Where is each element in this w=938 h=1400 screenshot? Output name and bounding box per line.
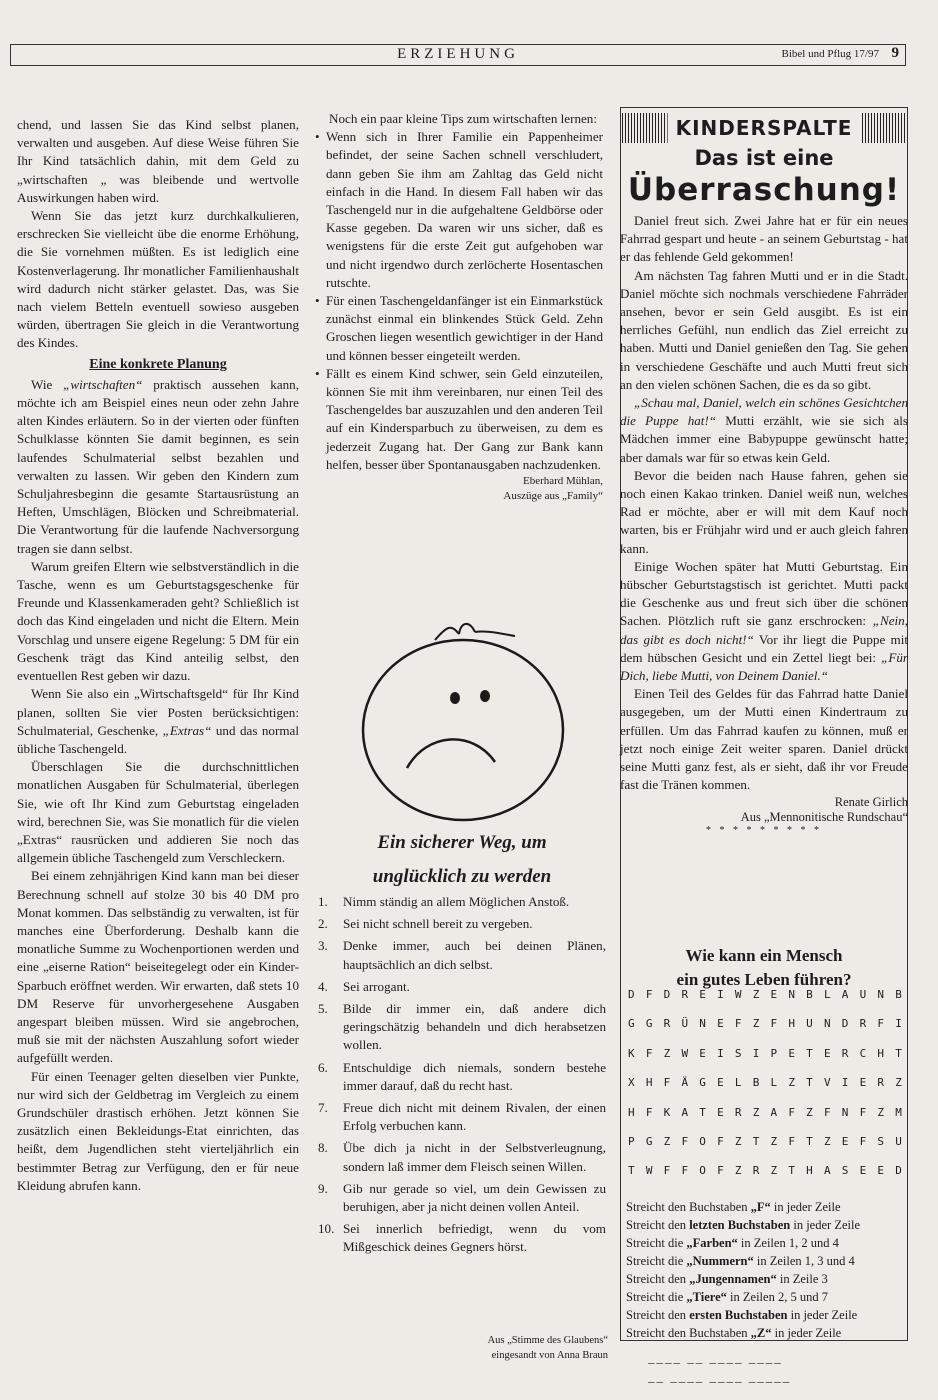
separator-stars: * * * * * * * * * [706, 824, 822, 836]
grid-letter: F [663, 1164, 671, 1178]
grid-letter: A [823, 1164, 831, 1178]
grid-letter: F [681, 1164, 689, 1178]
grid-letter: G [699, 1076, 706, 1090]
grid-letter: F [859, 1105, 867, 1119]
rule-item: 8. Übe dich ja nicht in der Selbstverleugnung, sondern laß immer dem Fleisch seinen Willen. [318, 1140, 606, 1174]
grid-letter: N [823, 1017, 831, 1031]
grid-letter: R [752, 1164, 760, 1178]
grid-letter: T [699, 1105, 706, 1119]
letter-grid [624, 988, 906, 1194]
grid-letter: W [645, 1164, 653, 1178]
grid-letter: D [663, 988, 671, 1001]
instruction-line: Streicht den letzten Buchstaben in jeder Zeile [626, 1218, 860, 1232]
paragraph: „Schau mal, Daniel, welch ein schönes Gesichtchen die Puppe hat!“ Mutti erzählt, wie sie sich als Mädchen immer eine Babypuppe gewünscht hatte; aber damals war für so etwas kein Geld. [620, 395, 908, 465]
article-source: Auszüge aus „Family“ [503, 490, 603, 503]
grid-letter: D [628, 988, 635, 1001]
rule-item: 6. Entschuldige dich niemals, sondern bestehe immer darauf, daß du recht hast. [318, 1059, 606, 1093]
grid-letter: D [841, 1017, 849, 1031]
grid-letter: T [806, 1134, 813, 1148]
grid-letter: Z [734, 1164, 742, 1178]
instruction-line: Streicht die „Nummern“ in Zeilen 1, 3 und 4 [626, 1254, 855, 1268]
grid-row [624, 1076, 906, 1105]
grid-letter: W [734, 988, 742, 1001]
rules-list [318, 893, 606, 1261]
grid-letter: Z [770, 1164, 778, 1178]
grid-letter: S [877, 1134, 884, 1148]
story-title-line-1: Das ist eine [694, 146, 834, 170]
grid-letter: Z [806, 1105, 813, 1119]
grid-letter: N [699, 1017, 706, 1031]
grid-letter: T [628, 1164, 635, 1178]
instruction-line: Streicht den „Jungennamen“ in Zeile 3 [626, 1272, 828, 1286]
paragraph: Bevor die beiden nach Hause fahren, gehen sie noch einen Kakao trinken. Daniel weiß nun, welches Rad er möchte, aber er will mit dem Kauf noch warten, bis er Frühjahr wird und er auch gleich fahren kann. [620, 467, 908, 556]
grid-letter: H [806, 1164, 813, 1178]
grid-letter: F [663, 1076, 671, 1090]
page-number: 9 [891, 45, 899, 61]
instruction-line: Streicht die „Farben“ in Zeilen 1, 2 und 4 [626, 1236, 839, 1250]
grid-letter: E [699, 1046, 706, 1060]
grid-letter: I [752, 1046, 760, 1060]
grid-letter: M [895, 1105, 902, 1119]
section-title: ERZIEHUNG [397, 46, 519, 62]
grid-letter: F [645, 1105, 653, 1119]
grid-letter: S [734, 1046, 742, 1060]
grid-letter: Z [770, 1134, 778, 1148]
grid-letter: P [770, 1046, 778, 1060]
grid-letter: E [699, 988, 706, 1001]
grid-letter: I [717, 988, 724, 1001]
grid-letter: F [734, 1017, 742, 1031]
grid-letter: R [681, 988, 689, 1001]
grid-letter: U [895, 1134, 902, 1148]
grid-letter: F [645, 1046, 653, 1060]
grid-letter: E [841, 1134, 849, 1148]
grid-letter: Z [734, 1134, 742, 1148]
grid-letter: E [717, 1105, 724, 1119]
instruction-line: Streicht den Buchstaben „F“ in jeder Zeile [626, 1200, 841, 1214]
grid-letter: F [717, 1134, 724, 1148]
grid-letter: T [895, 1046, 902, 1060]
answer-blanks: ____ __ ____ ____ __ ____ ____ _____ [648, 1350, 792, 1384]
grid-letter: L [734, 1076, 742, 1090]
grid-letter: H [788, 1017, 795, 1031]
grid-letter: R [859, 1017, 867, 1031]
grid-letter: U [806, 1017, 813, 1031]
grid-letter: G [628, 1017, 635, 1031]
grid-letter: F [645, 988, 653, 1001]
paragraph: Daniel freut sich. Zwei Jahre hat er für ein neues Fahrrad gespart und heute - an seinem Geburtstag - hat er das fehlende Geld gekommen! [620, 213, 908, 265]
grid-letter: Z [752, 1105, 760, 1119]
grid-letter: F [823, 1105, 831, 1119]
rule-item: 10. Sei innerlich befriedigt, wenn du vom Mißgeschick deines Gegners hörst. [318, 1221, 606, 1255]
rule-item: 9. Gib nur gerade so viel, um dein Gewissen zu beruhigen, aber ja nicht deinen vollen Anteil. [318, 1180, 606, 1215]
grid-letter: N [841, 1105, 849, 1119]
section-heading: Eine konkrete Planung [89, 356, 227, 372]
paragraph: Für einen Teenager gelten dieselben vier Punkte, nur wird sich der Geldbetrag im Vergleich zu einem Grundschüler drastisch erhöhen. Jetzt können Sie zusätzlich einen Bekleidungs-Etat einrichten, das heißt, dem Jugendlichen steht vierteljährlich ein bestimmter Betrag zur Verfügung, den er für neue Kleidung abrufen kann. [17, 1068, 299, 1193]
grid-letter: E [859, 1164, 867, 1178]
grid-letter: Z [663, 1046, 671, 1060]
grid-letter: X [628, 1076, 635, 1090]
paragraph: Warum greifen Eltern wie selbstverständlich in die Tasche, wenn es um Geburtstagsgeschenke für Freunde und Klassenkameraden geht? Schließlich ist doch das Kind eingeladen und nicht die Eltern. Mein Vorschlag und unsere eigene Regelung: 5 DM für ein Geschenk trägt das Kind anteilig selbst, den eventuellen Rest geben wir dazu. [17, 558, 299, 684]
grid-letter: G [645, 1017, 653, 1031]
grid-letter: E [823, 1046, 831, 1060]
story-author: Renate Girlich [834, 794, 908, 809]
grid-letter: Ä [681, 1076, 689, 1090]
grid-letter: F [859, 1134, 867, 1148]
sad-face-icon [335, 612, 595, 832]
article-column-2 [315, 110, 603, 504]
grid-letter: R [841, 1046, 849, 1060]
grid-letter: N [788, 988, 795, 1001]
grid-letter: S [841, 1164, 849, 1178]
grid-letter: E [788, 1046, 795, 1060]
paragraph: Überschlagen Sie die durchschnittlichen monatlichen Ausgaben für Schulmaterial, überlegen Sie, wie oft Ihr Kind zum Geburtstag eingeladen wird, berechnen Sie, was Sie monatlich für die vielen „Extras“ rausrücken und addieren Sie noch das allgemein übliche Taschengeld zum Verschleckern. [17, 759, 299, 866]
grid-letter: R [663, 1017, 671, 1031]
grid-letter: W [681, 1046, 689, 1060]
list-title: Ein sicherer Weg, um unglücklich zu werden [372, 832, 552, 887]
page-header [10, 44, 906, 66]
grid-letter: C [859, 1046, 867, 1060]
paragraph: Am nächsten Tag fahren Mutti und er in die Stadt. Daniel möchte sich nochmals verschiedene Fahrräder ansehen, bevor er sein Geld ausgibt. Es ist ein herrliches Gefühl, nun endlich das Ziel erreicht zu haben. Mutti und Daniel genießen den Tag. Sie gehen in verschiedene Geschäfte und auch Mutti freut sich an den vielen schönen Sachen, die es da so gibt. [620, 267, 908, 392]
grid-letter: F [681, 1134, 689, 1148]
grid-letter: F [788, 1105, 795, 1119]
tips-list [315, 128, 603, 474]
grid-letter: Z [752, 1017, 760, 1031]
list-source: Aus „Stimme des Glaubens“ eingesandt von Anna Braun [487, 1335, 608, 1361]
paragraph: Wenn Sie das jetzt kurz durchkalkulieren, erschrecken Sie vielleicht übe die enorme Erhöhung, die Sie vornehmen müßten. Es ist lediglich eine Kostenverlagerung. Ihr monatlicher Familienhaushalt wird dadurch nicht stärker gelastet. Das, was Sie nach vielem Betteln eventuell sowieso ausgeben würden, übertragen Sie gleich in die Verantwortung des Kindes. [17, 208, 299, 351]
story-column [620, 212, 908, 837]
article-column-1 [17, 116, 299, 1195]
grid-letter: O [699, 1134, 706, 1148]
grid-letter: D [895, 1164, 902, 1178]
grid-letter: H [628, 1105, 635, 1119]
quiz-instructions [626, 1198, 908, 1342]
story-title-line-2: Überraschung! [627, 172, 901, 208]
grid-row [624, 1164, 906, 1193]
grid-letter: I [895, 1017, 902, 1031]
grid-letter: T [806, 1076, 813, 1090]
quiz-title: Wie kann ein Mensch ein gutes Leben führen? [676, 946, 852, 989]
grid-letter: H [645, 1076, 653, 1090]
grid-letter: P [628, 1134, 635, 1148]
grid-letter: Z [877, 1105, 884, 1119]
paragraph: Wie „wirtschaften“ praktisch aussehen kann, möchte ich am Beispiel eines neun oder zehn Jahre alten Kindes erläutern. So in der vierten oder fünften Schulklasse könnten Sie damit beginnen, es sein laufendes Schulmaterial selbst bezahlen und verwalten zu lassen. Wir geben den Kindern zum Schuljahresbeginn die gesamte Startausrüstung an Heften, Umschlägen, Blöcken und Schreibmaterial. Die Verantwortung für die laufende Nachversorgung tragen sie dann selbst. [17, 376, 299, 556]
grid-letter: T [788, 1164, 795, 1178]
grid-letter: F [877, 1017, 884, 1031]
rule-item: 5. Bilde dir immer ein, daß andere dich geringschätzig behandeln und dich herabsetzen wollen. [318, 1001, 606, 1053]
grid-row [624, 1106, 906, 1135]
tip-item: • Für einen Taschengeldanfänger ist ein Einmarkstück zunächst einmal ein blinkendes Stück Geld. Zehn Groschen liegen wesentlich gewichtiger in der Hand und können besser eingeteilt werden. [315, 292, 603, 365]
grid-letter: F [770, 1017, 778, 1031]
tip-item: • Wenn sich in Ihrer Familie ein Pappenheimer befindet, der seine Sachen schnell verschludert, dann geben Sie ihm am Zahltag das Geld nicht einfach in die Hand. In diesem Fall haben wir das Taschengeld nur in die aufgehaltene Geldbörse oder Kasse gegeben. Da waren wir uns sicher, daß es wenigstens für die erste Zeit gut aufgehoben war und nicht irgendwo durch zerlöcherte Hosentaschen rutschte. [315, 128, 603, 292]
grid-letter: R [877, 1076, 884, 1090]
grid-letter: Z [823, 1134, 831, 1148]
grid-row [624, 988, 906, 1017]
paragraph: Wenn Sie also ein „Wirtschaftsgeld“ für Ihr Kind planen, sollten Sie vier Posten berücksichtigen: Schulmaterial, Geschenke, „Extras“ und das normal übliche Taschengeld. [17, 686, 299, 756]
instruction-line: Streicht die „Tiere“ in Zeilen 2, 5 und 7 [626, 1290, 828, 1304]
paragraph: Einen Teil des Geldes für das Fahrrad hatte Daniel ausgegeben, um der Mutti einen Kindertraum zu erfüllen. Um das Fahrrad kaufen zu können, muß er jetzt noch einige Zeit weiter sparen. Daniel drückt seine Mutti ganz fest, als er sieht, daß ihr vor Freude fast die Tränen kommen. [620, 686, 908, 793]
grid-letter: G [645, 1134, 653, 1148]
grid-letter: B [806, 988, 813, 1001]
paragraph: Bei einem zehnjährigen Kind kann man bei dieser Berechnung schnell auf stolze 30 bis 40 DM pro Monat kommen. Das selbständig zu verwalten, ist für manches eine Überforderung. Deshalb kann die monatliche Summe zu Wochenportionen werden und eine „eiserne Ration“ beiseitegelegt oder ein Kinder-Sparbuch eröffnet werden. Wir erwarten, daß stets 10 DM Reserve für unvorhergesehene Ausgaben angespart bleiben müssen. Wird sie angebrochen, muß sie mit der nächsten Auszahlung sofort wieder aufgefüllt werden. [17, 868, 299, 1066]
grid-letter: Z [895, 1076, 902, 1090]
rule-item: 3. Denke immer, auch bei deinen Plänen, hauptsächlich an dich selbst. [318, 938, 606, 972]
grid-letter: Z [788, 1076, 795, 1090]
grid-letter: R [734, 1105, 742, 1119]
grid-letter: K [628, 1046, 635, 1060]
rule-item: 4. Sei arrogant. [318, 978, 410, 994]
grid-letter: T [806, 1046, 813, 1060]
grid-letter: K [663, 1105, 671, 1119]
grid-letter: E [877, 1164, 884, 1178]
grid-letter: L [770, 1076, 778, 1090]
grid-letter: H [877, 1046, 884, 1060]
grid-letter: B [895, 988, 902, 1001]
instruction-line: Streicht den ersten Buchstaben in jeder Zeile [626, 1308, 858, 1322]
issue-label: Bibel und Pflug 17/97 [781, 48, 879, 60]
grid-letter: L [823, 988, 831, 1001]
grid-letter: B [752, 1076, 760, 1090]
grid-letter: A [770, 1105, 778, 1119]
grid-letter: I [841, 1076, 849, 1090]
grid-letter: E [770, 988, 778, 1001]
grid-letter: I [717, 1046, 724, 1060]
tip-item: • Fällt es einem Kind schwer, sein Geld einzuteilen, können Sie mit ihm vereinbaren, nur einen Teil des Taschengeldes bar auszuzahlen und den anderen Teil auf ein Kindersparbuch zu überweisen, zu dem es jederzeit Zugang hat. Der Gang zur Bank kann helfen, besser über Spontanausgaben nachzudenken. [315, 365, 603, 474]
grid-letter: Z [663, 1134, 671, 1148]
grid-letter: N [877, 988, 884, 1001]
paragraph: Einige Wochen später hat Mutti Geburtstag. Ein hübscher Geburtstagstisch ist gerichtet. Mutti packt die Geschenke aus und freut sich über die schönen Sachen. Plötzlich ruft sie ganz erschrocken: „Nein, das gibt es doch nicht!“ Vor ihr liegt die Puppe mit dem hübschen Gesicht und ein Zettel liegt bei: „Für Dich, liebe Mutti, von Deinem Daniel.“ [620, 558, 908, 684]
kinderspalte-header: KINDERSPALTE [622, 113, 906, 143]
tips-intro: Noch ein paar kleine Tips zum wirtschaften lernen: [329, 111, 597, 126]
grid-letter: E [859, 1076, 867, 1090]
grid-row [624, 1047, 906, 1076]
grid-row [624, 1017, 906, 1046]
story-source: Aus „Mennonitische Rundschau“ [740, 809, 908, 824]
grid-letter: A [841, 988, 849, 1001]
article-author: Eberhard Mühlan, [522, 475, 603, 488]
grid-letter: V [823, 1076, 831, 1090]
grid-letter: F [788, 1134, 795, 1148]
grid-letter: Z [752, 988, 760, 1001]
paragraph: chend, und lassen Sie das Kind selbst planen, verwalten und ausgeben. Auf diese Weise führen Sie Ihr Kind tatsächlich dahin, mit dem Geld zu „wirtschaften „ was bleibende und wertvolle Auswirkungen haben wird. [17, 117, 299, 205]
rule-item: 2. Sei nicht schnell bereit zu vergeben. [318, 916, 533, 932]
rule-item: 1. Nimm ständig an allem Möglichen Anstoß. [318, 894, 570, 909]
grid-letter: E [717, 1076, 724, 1090]
grid-letter: T [752, 1134, 760, 1148]
grid-letter: F [717, 1164, 724, 1178]
grid-letter: Ü [681, 1017, 689, 1031]
grid-letter: O [699, 1164, 706, 1178]
rule-item: 7. Freue dich nicht mit deinem Rivalen, der einen Erfolg verbuchen kann. [318, 1100, 606, 1134]
grid-letter: A [681, 1105, 689, 1119]
instruction-line: Streicht den Buchstaben „Z“ in jeder Zeile [626, 1326, 842, 1340]
grid-letter: E [717, 1017, 724, 1031]
grid-letter: U [859, 988, 867, 1001]
grid-row [624, 1135, 906, 1164]
